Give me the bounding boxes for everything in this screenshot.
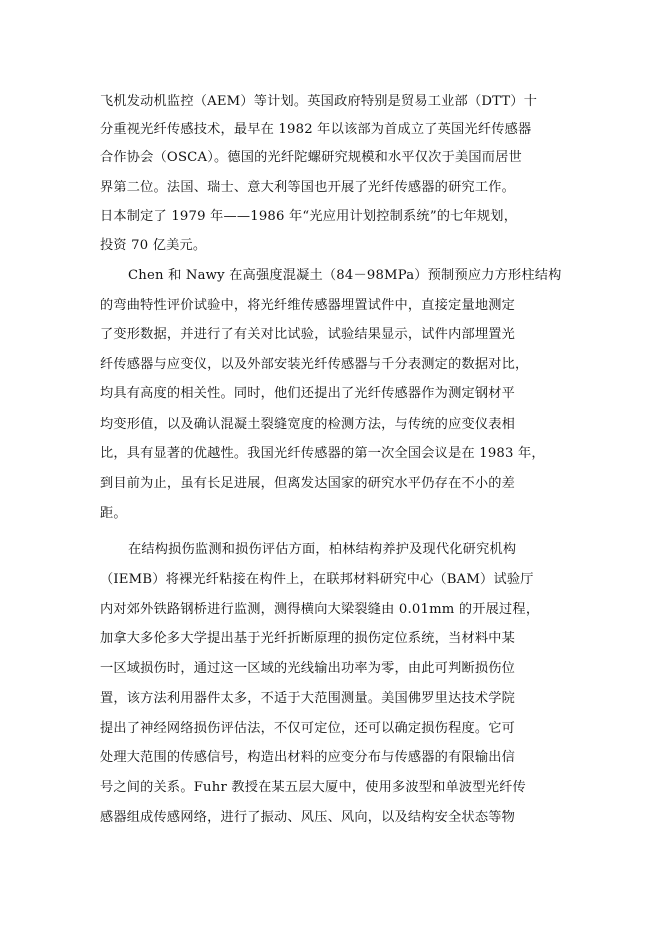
text-line: 飞机发动机监控（AEM）等计划。英国政府特别是贸易工业部（DTT）十 — [100, 94, 538, 109]
text-line: 界第二位。法国、瑞士、意大利等国也开展了光纤传感器的研究工作。 — [100, 180, 516, 195]
text-line: （IEMB）将裸光纤粘接在构件上，在联邦材料研究中心（BAM）试验厅 — [100, 572, 534, 587]
text-line: 的弯曲特性评价试验中，将光纤维传感器埋置试件中，直接定量地测定 — [100, 298, 516, 313]
text-line: 了变形数据，并进行了有关对比试验，试验结果显示，试件内部埋置光 — [100, 327, 516, 342]
text-line: 距。 — [100, 506, 127, 521]
text-line: 加拿大多伦多大学提出基于光纤折断原理的损伤定位系统，当材料中某 — [100, 631, 516, 646]
text-line: 在结构损伤监测和损伤评估方面，柏林结构养护及现代化研究机构 — [128, 542, 517, 557]
text-line: 到目前为止，虽有长足进展，但离发达国家的研究水平仍存在不小的差 — [100, 476, 516, 491]
text-line: 置，该方法利用器件太多，不适于大范围测量。美国佛罗里达技术学院 — [100, 691, 516, 706]
text-line: 分重视光纤传感技术，最早在 1982 年以该部为首成立了英国光纤传感器 — [100, 122, 532, 137]
text-line: 一区域损伤时，通过这一区域的光线输出功率为零，由此可判断损伤位 — [100, 661, 516, 676]
text-line: 合作协会（OSCA）。德国的光纤陀螺研究规模和水平仅次于美国而居世 — [100, 150, 522, 165]
text-line: 均具有高度的相关性。同时，他们还提出了光纤传感器作为测定钢材平 — [100, 386, 516, 401]
text-line: 内对郊外铁路钢桥进行监测，测得横向大梁裂缝由 0.01mm 的开展过程， — [100, 602, 540, 617]
text-line: 比，具有显著的优越性。我国光纤传感器的第一次全国会议是在 1983 年， — [100, 446, 545, 461]
text-line: 处理大范围的传感信号，构造出材料的应变分布与传感器的有限输出信 — [100, 750, 516, 765]
text-line: 纤传感器与应变仪，以及外部安装光纤传感器与千分表测定的数据对比， — [100, 357, 529, 372]
text-line: 号之间的关系。Fuhr 教授在某五层大厦中，使用多波型和单波型光纤传 — [100, 780, 526, 795]
text-line: 日本制定了 1979 年——1986 年“光应用计划控制系统”的七年规划， — [100, 209, 518, 224]
text-line: 投资 70 亿美元。 — [100, 238, 207, 253]
text-line: Chen 和 Nawy 在高强度混凝土（84－98MPa）预制预应力方形柱结构 — [128, 268, 562, 283]
text-line: 提出了神经网络损伤评估法，不仅可定位，还可以确定损伤程度。它可 — [100, 721, 516, 736]
text-line: 均变形值，以及确认混凝土裂缝宽度的检测方法，与传统的应变仪表相 — [100, 417, 516, 432]
text-line: 感器组成传感网络，进行了振动、风压、风向，以及结构安全状态等物 — [100, 810, 516, 825]
